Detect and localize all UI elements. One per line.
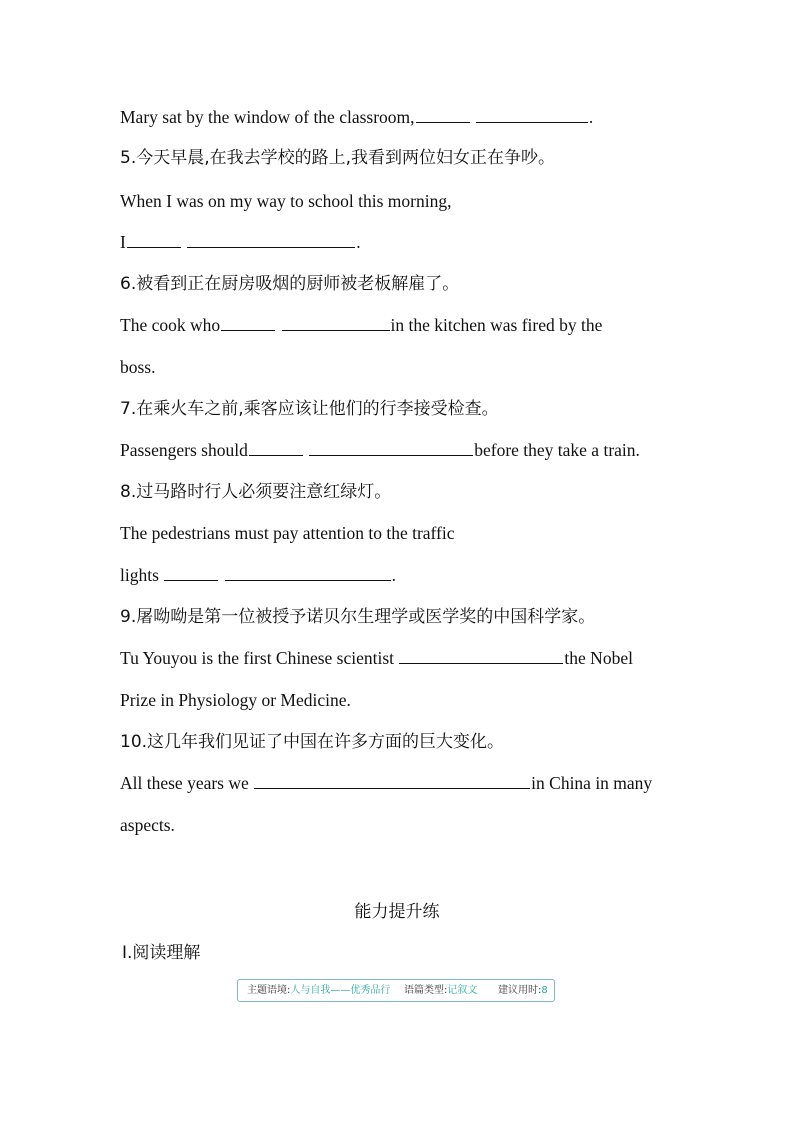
genre-value: 记叙文: [447, 985, 478, 996]
genre-label: 语篇类型:: [404, 985, 448, 996]
q9-english-2: Prize in Physiology or Medicine.: [120, 690, 351, 710]
q4-period: .: [588, 107, 594, 127]
q10-english-2: aspects.: [120, 815, 175, 835]
q6-english-1: [120, 313, 602, 337]
q7-chinese: 7.在乘火车之前,乘客应该让他们的行李接受检查。: [120, 399, 499, 419]
q5-period: .: [356, 232, 361, 252]
theme-info: [247, 980, 390, 1001]
genre-info: [404, 980, 477, 1001]
reading-info-bar: [237, 979, 555, 1002]
q9-blank[interactable]: [399, 647, 563, 664]
q10-chinese: 10.这几年我们见证了中国在许多方面的巨大变化。: [120, 732, 505, 752]
q8-chinese: 8.过马路时行人必须要注意红绿灯。: [120, 482, 392, 502]
q9-english-1: [120, 646, 633, 670]
q9-end: the Nobel: [564, 648, 633, 668]
q9-start: Tu Youyou is the first Chinese scientist: [120, 648, 395, 668]
q5-blank-1[interactable]: [127, 231, 181, 248]
q8-english-1: The pedestrians must pay attention to the traffic: [120, 523, 455, 543]
q8-blank-2[interactable]: [225, 564, 391, 581]
time-label: 建议用时:: [498, 985, 542, 996]
subsection-title: Ⅰ.阅读理解: [122, 943, 201, 963]
q6-blank-1[interactable]: [221, 314, 275, 331]
q10-start: All these years we: [120, 773, 249, 793]
q10-english-1: [120, 771, 652, 795]
q7-start: Passengers should: [120, 440, 248, 460]
q8-period: .: [391, 565, 397, 585]
q6-start: The cook who: [120, 315, 221, 335]
q4-text: Mary sat by the window of the classroom,: [120, 107, 415, 127]
q5-start: I: [120, 232, 126, 252]
q6-chinese: 6.被看到正在厨房吸烟的厨师被老板解雇了。: [120, 274, 460, 294]
q4-english: [120, 105, 593, 129]
q4-blank-1[interactable]: [416, 106, 470, 123]
q4-blank-2[interactable]: [476, 106, 588, 123]
theme-value: 人与自我——优秀品行: [290, 985, 391, 996]
q5-chinese: 5.今天早晨,在我去学校的路上,我看到两位妇女正在争吵。: [120, 148, 556, 168]
q6-english-2: boss.: [120, 357, 156, 377]
q10-blank[interactable]: [254, 772, 530, 789]
q6-end: in the kitchen was fired by the: [390, 315, 603, 335]
q6-blank-2[interactable]: [282, 314, 390, 331]
q7-end: before they take a train.: [474, 440, 640, 460]
q9-chinese: 9.屠呦呦是第一位被授予诺贝尔生理学或医学奖的中国科学家。: [120, 607, 596, 627]
time-info: [498, 980, 548, 1001]
q7-blank-1[interactable]: [249, 439, 303, 456]
q10-end: in China in many: [531, 773, 653, 793]
q5-english-1: When I was on my way to school this morning,: [120, 191, 452, 211]
section-title: 能力提升练: [354, 902, 440, 922]
time-value: 8: [541, 985, 548, 996]
q7-english: [120, 438, 640, 462]
q8-start: lights: [120, 565, 159, 585]
q8-blank-1[interactable]: [164, 564, 218, 581]
q7-blank-2[interactable]: [309, 439, 473, 456]
q5-english-2: [120, 230, 361, 254]
q5-blank-2[interactable]: [187, 231, 355, 248]
q8-english-2: [120, 563, 396, 587]
theme-label: 主题语境:: [247, 985, 291, 996]
